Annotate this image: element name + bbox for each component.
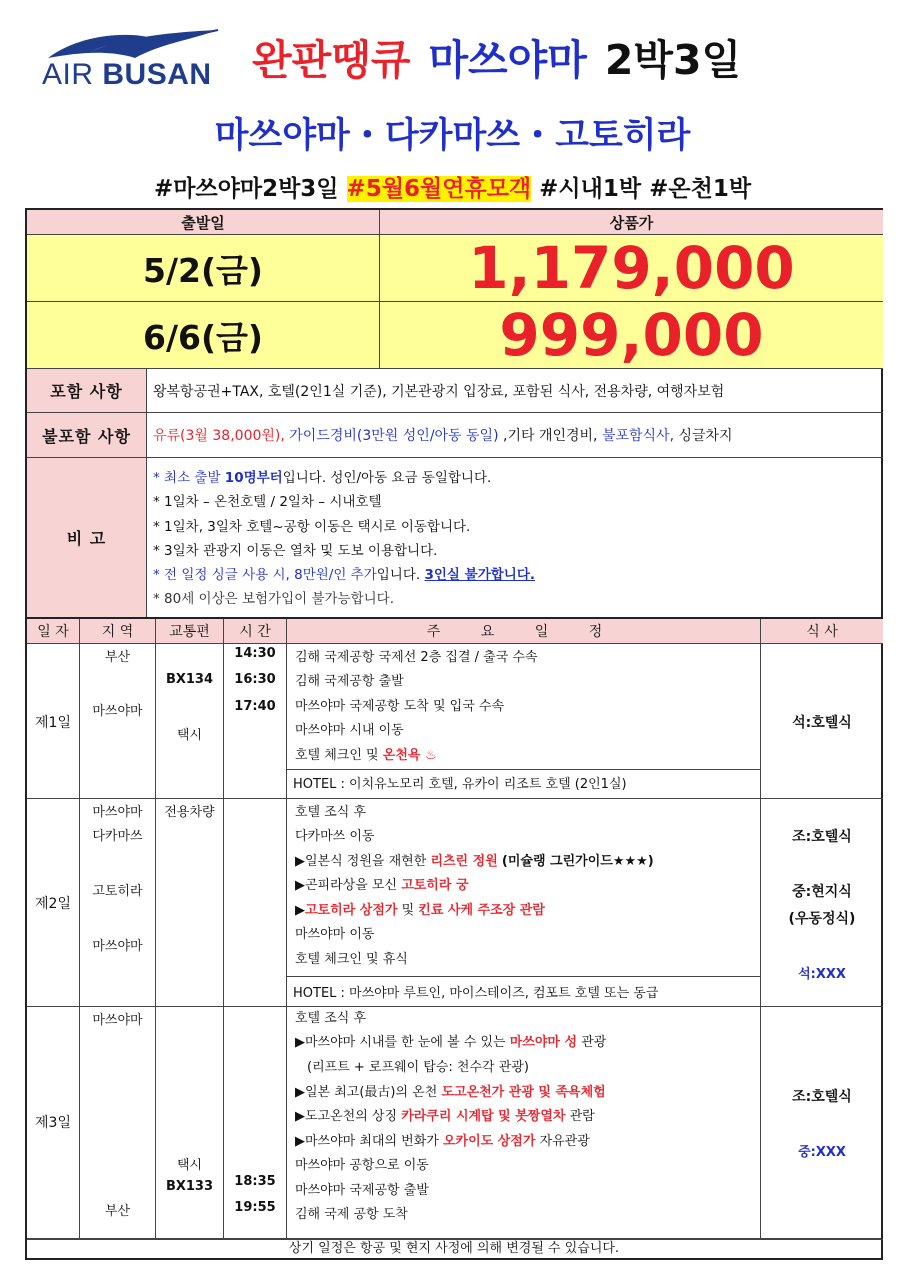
day-3-transport: 택시 BX133 [156, 1007, 224, 1240]
page-title [252, 30, 741, 90]
remark-line: * 1일차 – 온천호텔 / 2일차 – 시내호텔 [153, 494, 382, 511]
remark-line: * 최소 출발 10명부터입니다. 성인/아동 요금 동일합니다. [153, 470, 492, 486]
itinerary-table [25, 619, 883, 1260]
day-1-time: 14:30 16:30 17:40 [224, 644, 287, 799]
day-1-transport: BX134 택시 [156, 644, 224, 799]
day-2-schedule: 호텔 조식 후 다카마쓰 이동 ▶일본식 정원을 재현한 리츠린 정원 (미슐랭 그린가이드★★★) ▶곤피라상을 모신 고토히라 궁 ▶고토히라 상점가 및 킨료 사케 주조장 관람 마쓰야마 이동 호텔 체크인 및 휴식 HOTEL : 마쓰야마 루트인, 마이스테이즈, 컴포트 호텔 또는 동급 [287, 799, 761, 1007]
col-region-header: 지 역 [80, 619, 156, 644]
day-1-cell: 제1일 [27, 644, 80, 799]
subtitle: 마쓰야마・다카마쓰・고토히라 [214, 116, 691, 156]
day-1-region: 부산 마쓰야마 [80, 644, 156, 799]
day-1-schedule: 김해 국제공항 국제선 2층 집결 / 출국 수속 김해 국제공항 출발 마쓰야마 국제공항 도착 및 입국 수속 마쓰야마 시내 이동 호텔 체크인 및 온천욕 ♨ HOTEL : 이치유노모리 호텔, 유카이 리조트 호텔 (2인1실) [287, 644, 761, 799]
day-3-meal: 조:호텔식 중:XXX [761, 1007, 883, 1240]
day-1-meal: 석:호텔식 [761, 644, 883, 799]
remark-line: * 1일차, 3일차 호텔~공항 이동은 택시로 이동합니다. [153, 518, 471, 535]
hashtags [0, 170, 905, 203]
remarks-label: 비 고 [27, 458, 147, 617]
remark-line: * 전 일정 싱글 사용 시, 8만원/인 추가입니다. 3인실 불가합니다. [153, 567, 535, 584]
title-red: 완판땡큐 [252, 36, 411, 84]
remarks-text [147, 458, 883, 617]
hashtag: #온천1박 [649, 176, 752, 202]
excluded-text: 유류(3월 38,000원), 가이드경비(3만원 성인/아동 동일) ,기타 개인경비, 불포함식사, 싱글차지 [147, 413, 883, 458]
col-time-header: 시 간 [224, 619, 287, 644]
logo-text: AIR BUSAN [42, 58, 212, 91]
excluded-label: 불포함 사항 [27, 413, 147, 458]
price-value: 999,000 [380, 302, 883, 369]
price-info-box [25, 208, 883, 619]
day-3-schedule: 호텔 조식 후 ▶마쓰야마 시내를 한 눈에 볼 수 있는 마쓰야마 성 관광 (리프트 + 로프웨이 탑승: 천수각 관광) ▶일본 최고(最古)의 온천 도고온천가 관광 및 족욕체험 ▶도고온천의 상징 카라쿠리 시계탑 및 봇짱열차 관람 ▶마쓰야마 최대의 번화가 오카이도 상점가 자유관광 마쓰야마 공항으로 이동 마쓰야마 국제공항 출발 김해 국제 공항 도착 [287, 1007, 761, 1240]
departure-header: 출발일 [27, 210, 380, 235]
logo-swoosh-icon [40, 28, 222, 62]
included-text: 왕복항공권+TAX, 호텔(2인1실 기준), 기본관광지 입장료, 포함된 식사, 전용차량, 여행자보험 [147, 369, 883, 413]
col-schedule-header: 주 요 일 정 [287, 619, 761, 644]
hashtag: #시내1박 [539, 176, 642, 202]
day-2-time [224, 799, 287, 1007]
day-2-meal: 조:호텔식 중:현지식 (우동정식) 석:XXX [761, 799, 883, 1007]
departure-date: 5/2(금) [27, 235, 380, 302]
day-2-hotel: HOTEL : 마쓰야마 루트인, 마이스테이즈, 컴포트 호텔 또는 동급 [287, 976, 760, 1006]
remark-line: * 80세 이상은 보험가입이 불가능합니다. [153, 591, 394, 608]
title-black: 2박3일 [604, 36, 742, 84]
col-transport-header: 교통편 [156, 619, 224, 644]
day-3-region: 마쓰야마 부산 [80, 1007, 156, 1240]
footer-note: 상기 일정은 항공 및 현지 사정에 의해 변경될 수 있습니다. [27, 1238, 881, 1258]
day-2-cell: 제2일 [27, 799, 80, 1007]
remark-line: * 3일차 관광지 이동은 열차 및 도보 이용합니다. [153, 542, 438, 559]
day-3-time: 18:35 19:55 [224, 1007, 287, 1240]
day-3-cell: 제3일 [27, 1007, 80, 1240]
day-2-region: 마쓰야마 다카마쓰 고토히라 마쓰야마 [80, 799, 156, 1007]
price-header: 상품가 [380, 210, 883, 235]
day-1-hotel: HOTEL : 이치유노모리 호텔, 유카이 리조트 호텔 (2인1실) [287, 769, 760, 795]
departure-date: 6/6(금) [27, 302, 380, 369]
included-label: 포함 사항 [27, 369, 147, 413]
col-meal-header: 식 사 [761, 619, 883, 644]
hashtag: #마쓰야마2박3일 [153, 176, 339, 202]
col-day-header: 일 자 [27, 619, 80, 644]
day-2-transport: 전용차량 [156, 799, 224, 1007]
price-value: 1,179,000 [380, 235, 883, 302]
hashtag-highlight: #5월6월연휴모객 [346, 176, 532, 202]
title-blue: 마쓰야마 [428, 36, 587, 84]
air-busan-logo [40, 28, 222, 90]
